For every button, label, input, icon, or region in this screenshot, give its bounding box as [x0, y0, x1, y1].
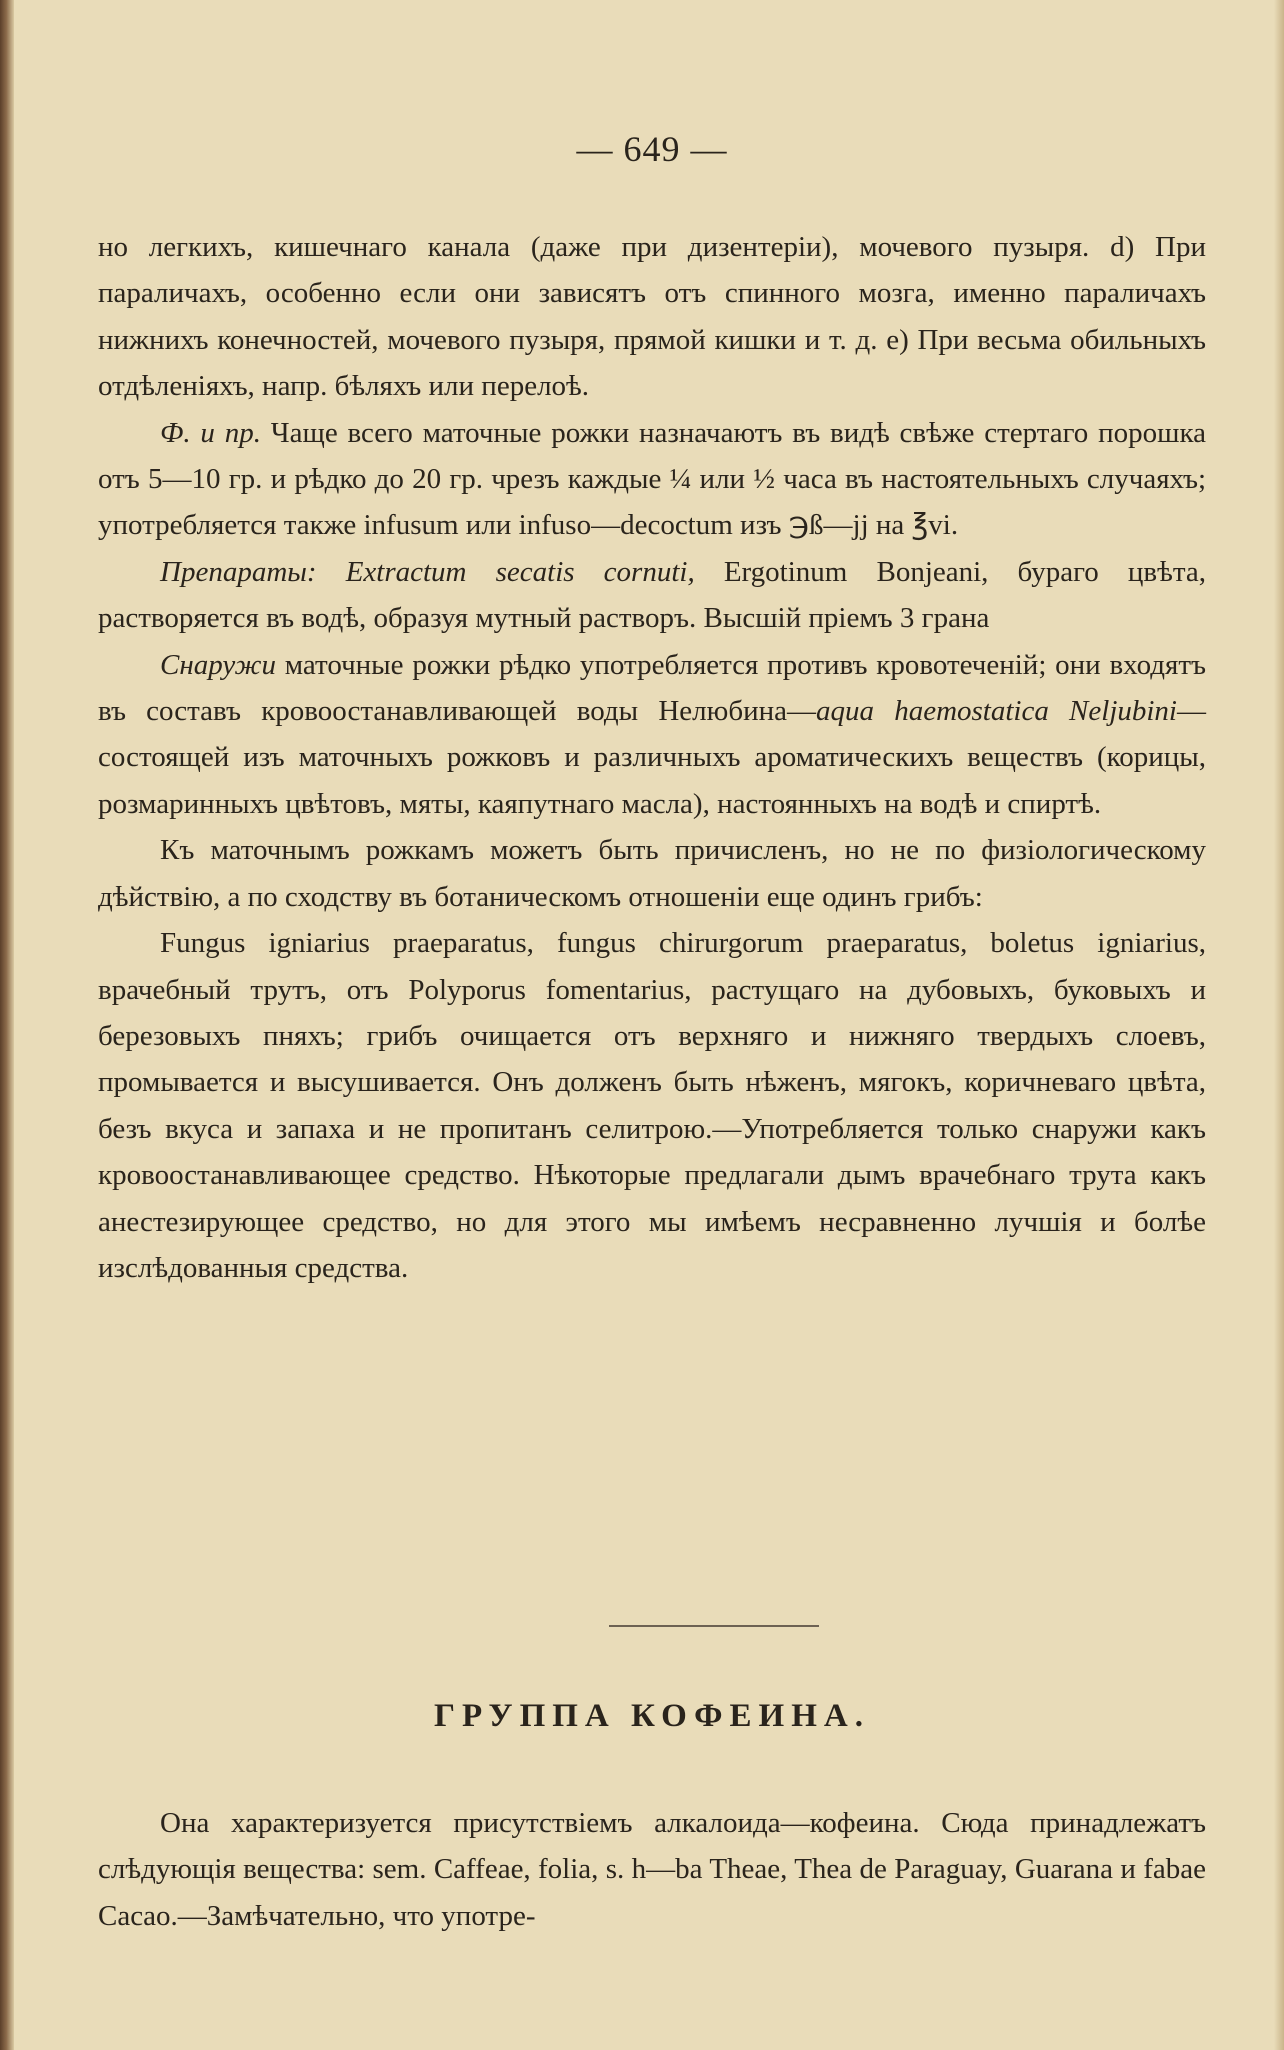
paragraph-6: Fungus igniarius praeparatus, fungus chirurgorum praeparatus, boletus igniarius, врачебный трутъ, отъ Polyporus fomentarius, растущаго на дубовыхъ, буковыхъ и березовыхъ пняхъ; грибъ очищается отъ верхняго и нижняго твердыхъ слоевъ, промывается и высушивается. Онъ долженъ быть нѣженъ, мягокъ, коричневаго цвѣта, безъ вкуса и запаха и не пропитанъ селитрою.—Употребляется только снаружи какъ кровоостанавливающее средство. Нѣкоторые предлагали дымъ врачебнаго трута какъ анестезирующее средство, но для этого мы имѣемъ несравненно лучшія и болѣе изслѣдованныя средства.	[98, 927, 1206, 1284]
section-paragraph-1: Она характеризуется присутствіемъ алкалоида—кофеина. Сюда принадлежатъ слѣдующія вещества: sem. Caffeae, folia, s. h—ba Theae, Thea de Paraguay, Guarana и fabae Cacao.—Замѣчательно, что употре-	[98, 1807, 1206, 1932]
paragraph-3-text: Ergotinum Bonjeani, бураго цвѣта, растворяется въ водѣ, образуя мутный растворъ. Высшій пріемъ 3 грана	[98, 555, 1206, 635]
paragraph-1: но легкихъ, кишечнаго канала (даже при дизентеріи), мочевого пузыря. d) При параличахъ, особенно если они зависятъ отъ спинного мозга, именно параличахъ нижнихъ конечностей, мочевого пузыря, прямой кишки и т. д. е) При весьма обильныхъ отдѣленіяхъ, напр. бѣляхъ или перелоѣ.	[98, 231, 1206, 403]
section-divider	[609, 1625, 819, 1627]
paragraph-3-label: Препараты:	[160, 555, 317, 588]
book-page	[98, 0, 1206, 2050]
page-outer-edge	[1274, 0, 1284, 2050]
paragraph-2-label: Ф. и пр.	[160, 416, 261, 449]
paragraph-3-latin: Extractum secatis cornuti,	[316, 555, 695, 588]
paragraph-4	[98, 642, 1206, 828]
paragraph-5: Къ маточнымъ рожкамъ можетъ быть причисленъ, но не по физіологическому дѣйствію, а по сходству въ ботаническомъ отношеніи еще одинъ грибъ:	[98, 834, 1206, 913]
paragraph-4-text-a: маточные рожки рѣдко употребляется противъ кровотеченій; они входятъ въ составъ кровоостанавливающей воды Нелюбина—	[98, 648, 1206, 728]
paragraph-3	[98, 549, 1206, 642]
paragraph-2	[98, 410, 1206, 549]
page-number: — 649 —	[576, 129, 728, 169]
paragraph-2-text: Чаще всего маточные рожки назначаютъ въ видѣ свѣже стертаго порошка отъ 5—10 гр. и рѣдко до 20 гр. чрезъ каждые ¼ или ½ часа въ настоятельныхъ случаяхъ; употребляется также infusum или infuso—decoctum изъ ℈ß—jj на ℥vi.	[98, 416, 1206, 542]
paragraph-4-latin: aqua haemostatica Neljubini	[815, 695, 1177, 728]
section-body	[98, 1800, 1206, 1939]
body-text	[98, 224, 1206, 1291]
paragraph-4-label: Снаружи	[160, 648, 276, 681]
page-binding-edge	[0, 0, 14, 2050]
paragraph-4-text-b: —состоящей изъ маточныхъ рожковъ и различныхъ ароматическихъ веществъ (корицы, розмаринныхъ цвѣтовъ, мяты, каяпутнаго масла), настоянныхъ на водѣ и спиртѣ.	[98, 695, 1206, 820]
section-heading: ГРУППА КОФЕИНА.	[434, 1698, 870, 1734]
